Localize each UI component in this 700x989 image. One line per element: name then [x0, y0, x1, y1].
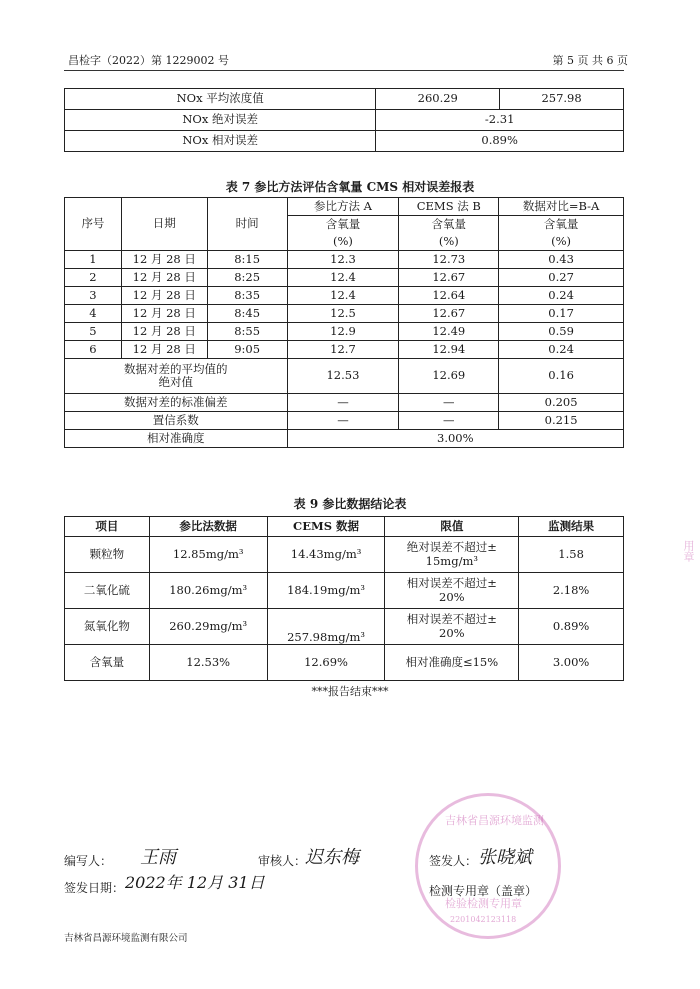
cell-result: 1.58 [519, 537, 624, 573]
cell-date: 12 月 28 日 [121, 323, 207, 341]
header-seq: 序号 [65, 198, 122, 251]
cell-item: 含氧量 [65, 645, 150, 681]
cell-time: 8:25 [207, 269, 287, 287]
header-limit: 限值 [385, 517, 519, 537]
cell-cems: 14.43mg/m³ [267, 537, 385, 573]
row-label: NOx 绝对误差 [65, 110, 376, 131]
header-cems: CEMS 数据 [267, 517, 385, 537]
seam-seal: 用章 [682, 540, 695, 562]
table-header-row [65, 517, 624, 537]
cell-diff: 0.59 [499, 323, 624, 341]
cell-ref: 260.29mg/m³ [149, 609, 267, 645]
cell-cems: 12.69% [267, 645, 385, 681]
limit-line1: 相对误差不超过± [406, 576, 497, 591]
table-row-std [65, 394, 624, 412]
issue-date-signature: 2022年 12月 31日 [125, 873, 265, 892]
cell-value: 260.29 [376, 89, 500, 110]
cell-item: 氮氧化物 [65, 609, 150, 645]
cell-seq: 1 [65, 251, 122, 269]
row-label: NOx 相对误差 [65, 131, 376, 152]
header-divider [64, 70, 624, 71]
cell-diff: 0.43 [499, 251, 624, 269]
cell-a: — [287, 412, 399, 430]
cell-ref: 12.85mg/m³ [149, 537, 267, 573]
cell-time: 8:45 [207, 305, 287, 323]
header-cems-b: CEMS 法 B [399, 198, 499, 216]
cell-limit [385, 573, 519, 609]
cell-b: 12.67 [399, 305, 499, 323]
table-row [65, 341, 624, 359]
table-row [65, 131, 624, 152]
header-date: 日期 [121, 198, 207, 251]
header-unit-c: (%) [499, 233, 624, 251]
issue-date-label: 签发日期： [64, 881, 125, 895]
mean-label-line1: 数据对差的平均值的 [124, 361, 228, 376]
header-o2-b: 含氧量 [399, 216, 499, 234]
cell-date: 12 月 28 日 [121, 269, 207, 287]
cell-a: 12.53 [287, 359, 399, 394]
mean-label [65, 359, 288, 394]
oxygen-cms-table [64, 197, 624, 448]
table-row [65, 89, 624, 110]
report-end-marker: ***报告结束*** [311, 685, 389, 698]
issuer-signature: 张晓斌 [478, 847, 532, 868]
table-row [65, 110, 624, 131]
header-time: 时间 [207, 198, 287, 251]
table-row [65, 251, 624, 269]
cell-a: 12.3 [287, 251, 399, 269]
cell-limit [385, 609, 519, 645]
cell-diff: 0.16 [499, 359, 624, 394]
cell-ref: 12.53% [149, 645, 267, 681]
limit-line2: 15mg/m³ [425, 553, 478, 568]
cell-date: 12 月 28 日 [121, 287, 207, 305]
cell-time: 8:35 [207, 287, 287, 305]
cell-time: 8:15 [207, 251, 287, 269]
cell-time: 9:05 [207, 341, 287, 359]
header-ref: 参比法数据 [149, 517, 267, 537]
limit-line1: 绝对误差不超过± [406, 540, 497, 555]
header-unit-b: (%) [399, 233, 499, 251]
cell-cems: 257.98mg/m³ [267, 609, 385, 645]
seal-number: 2201042123118 [450, 915, 517, 924]
cell-time: 8:55 [207, 323, 287, 341]
mean-label-line2: 绝对值 [158, 375, 194, 389]
reviewer-signature: 迟东梅 [305, 847, 359, 868]
reviewer-label: 审核人： [258, 854, 307, 868]
cell-seq: 4 [65, 305, 122, 323]
cell-b: 12.49 [399, 323, 499, 341]
issuer-label: 签发人： [429, 854, 478, 868]
cell-value: -2.31 [376, 110, 624, 131]
row-label: NOx 平均浓度值 [65, 89, 376, 110]
writer-label: 编写人： [64, 854, 113, 868]
cell-b: 12.69 [399, 359, 499, 394]
cell-date: 12 月 28 日 [121, 341, 207, 359]
cell-a: 12.9 [287, 323, 399, 341]
table7-caption: 表 7 参比方法评估含氧量 CMS 相对误差报表 [225, 180, 475, 194]
cell-seq: 3 [65, 287, 122, 305]
table-row [65, 573, 624, 609]
cell-item: 颗粒物 [65, 537, 150, 573]
cell-cems: 184.19mg/m³ [267, 573, 385, 609]
cell-a: 12.5 [287, 305, 399, 323]
conclusion-table [64, 516, 624, 681]
limit-line2: 20% [439, 589, 465, 604]
cell-b: 12.94 [399, 341, 499, 359]
seal-text-bottom: 检验检测专用章 [445, 897, 522, 910]
seal-label: 检测专用章（盖章） [429, 884, 538, 898]
table-row [65, 269, 624, 287]
cell-seq: 6 [65, 341, 122, 359]
table-row-conf [65, 412, 624, 430]
accuracy-label: 相对准确度 [65, 430, 288, 448]
cell-diff: 0.215 [499, 412, 624, 430]
cell-date: 12 月 28 日 [121, 305, 207, 323]
cell-seq: 2 [65, 269, 122, 287]
table-row [65, 287, 624, 305]
cell-b: 12.64 [399, 287, 499, 305]
cell-value: 257.98 [500, 89, 624, 110]
cell-b: 12.67 [399, 269, 499, 287]
table-row [65, 609, 624, 645]
cell-item: 二氧化硫 [65, 573, 150, 609]
cell-a: — [287, 394, 399, 412]
cell-seq: 5 [65, 323, 122, 341]
cell-a: 12.4 [287, 269, 399, 287]
cell-diff: 0.205 [499, 394, 624, 412]
nox-summary-table [64, 88, 624, 152]
conf-label: 置信系数 [65, 412, 288, 430]
cell-diff: 0.27 [499, 269, 624, 287]
table-row [65, 645, 624, 681]
cell-b: — [399, 394, 499, 412]
header-method-a: 参比方法 A [287, 198, 399, 216]
header-diff: 数据对比=B-A [499, 198, 624, 216]
table-row [65, 537, 624, 573]
table-header-row [65, 198, 624, 216]
cell-result: 0.89% [519, 609, 624, 645]
cell-a: 12.7 [287, 341, 399, 359]
limit-line1: 相对误差不超过± [406, 612, 497, 627]
cell-diff: 0.17 [499, 305, 624, 323]
cell-limit [385, 537, 519, 573]
cell-a: 12.4 [287, 287, 399, 305]
cell-limit: 相对准确度≤15% [385, 645, 519, 681]
header-o2-a: 含氧量 [287, 216, 399, 234]
table-row-mean [65, 359, 624, 394]
seal-text-top: 吉林省昌源环境监测 [445, 814, 544, 827]
cell-ref: 180.26mg/m³ [149, 573, 267, 609]
table9-caption: 表 9 参比数据结论表 [293, 497, 407, 511]
cell-b: 12.73 [399, 251, 499, 269]
accuracy-value: 3.00% [287, 430, 623, 448]
document-number: 昌检字（2022）第 1229002 号 [68, 54, 229, 67]
header-o2-c: 含氧量 [499, 216, 624, 234]
limit-line2: 20% [439, 625, 465, 640]
cell-result: 3.00% [519, 645, 624, 681]
std-label: 数据对差的标准偏差 [65, 394, 288, 412]
cell-diff: 0.24 [499, 341, 624, 359]
table-row [65, 305, 624, 323]
cell-result: 2.18% [519, 573, 624, 609]
cell-date: 12 月 28 日 [121, 251, 207, 269]
cell-b: — [399, 412, 499, 430]
table-row [65, 323, 624, 341]
table-row-accuracy [65, 430, 624, 448]
page-number: 第 5 页 共 6 页 [552, 54, 628, 67]
header-unit-a: (%) [287, 233, 399, 251]
header-item: 项目 [65, 517, 150, 537]
company-footer: 吉林省昌源环境监测有限公司 [64, 933, 188, 944]
writer-signature: 王雨 [140, 847, 176, 868]
cell-value: 0.89% [376, 131, 624, 152]
header-result: 监测结果 [519, 517, 624, 537]
cell-diff: 0.24 [499, 287, 624, 305]
